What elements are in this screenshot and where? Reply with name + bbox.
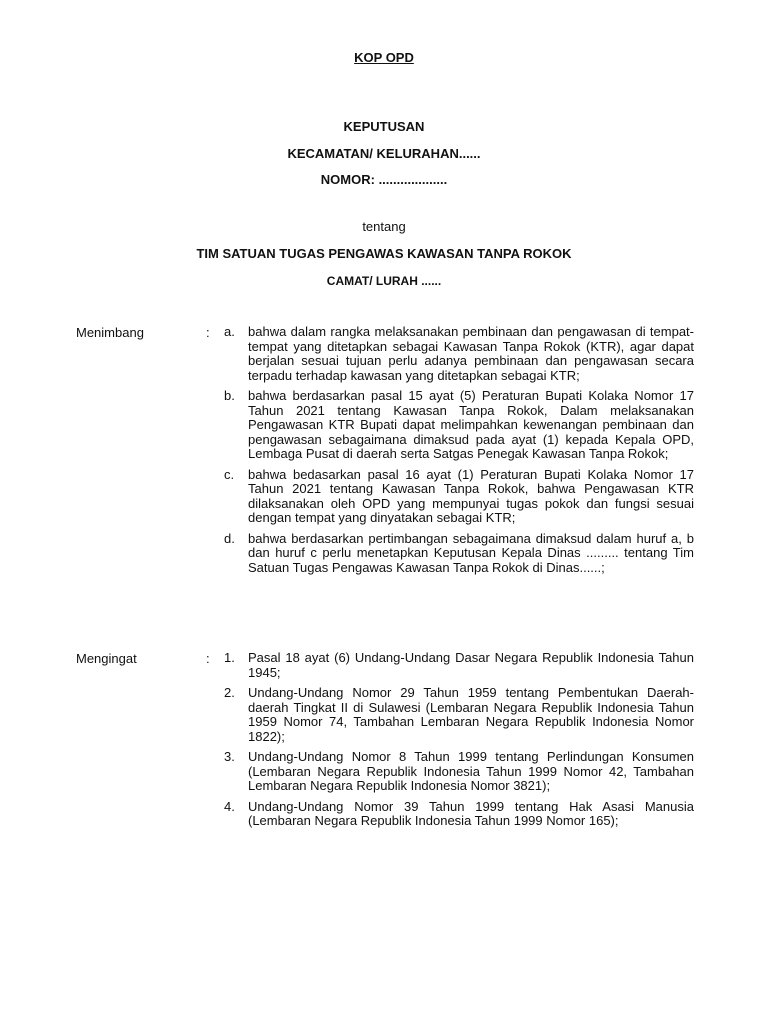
- item-marker: 4.: [224, 798, 235, 814]
- item-text: Undang-Undang Nomor 29 Tahun 1959 tentang Pembentukan Daerah-daerah Tingkat II di Sulawesi (Lembaran Negara Republik Indonesia Tahun 1959 Nomor 74, Tambahan Lembaran Negara Republik Indonesia Nomor 1822);: [248, 685, 694, 744]
- mengingat-label: Mengingat: [76, 651, 137, 666]
- item-text: bahwa berdasarkan pertimbangan sebagaimana dimaksud dalam huruf a, b dan huruf c perlu menetapkan Keputusan Kepala Dinas ......... tentang Tim Satuan Tugas Pengawas Kawasan Tanpa Rokok di Dinas......;: [248, 530, 694, 575]
- tentang-line: tentang: [362, 219, 406, 234]
- list-item: [224, 750, 694, 794]
- item-text: bahwa berdasarkan pasal 15 ayat (5) Peraturan Bupati Kolaka Nomor 17 Tahun 2021 tentang Kawasan Tanpa Rokok, Dalam melaksanakan Pengawasan KTR Bupati dapat melimpahkan kewenangan pembinaan dan pengawasan sebagaimana dimaksud pada ayat (1) kepada Kepala OPD, Lembaga Pusat di daerah serta Satgas Penegak Kawasan Tanpa Rokok;: [248, 388, 694, 461]
- list-item: [224, 800, 694, 829]
- official-title: CAMAT/ LURAH ......: [326, 274, 442, 288]
- decree-number: NOMOR: ...................: [320, 172, 448, 187]
- institution-line: KECAMATAN/ KELURAHAN......: [287, 146, 481, 161]
- item-marker: b.: [224, 388, 235, 403]
- list-item: [224, 532, 694, 576]
- item-text: Undang-Undang Nomor 8 Tahun 1999 tentang Perlindungan Konsumen (Lembaran Negara Republik Indonesia Tahun 1999 Nomor 42, Tambahan Lembaran Negara Republik Indonesia Nomor 3821);: [248, 749, 694, 793]
- decree-title: KEPUTUSAN: [343, 119, 425, 134]
- item-text: Undang-Undang Nomor 39 Tahun 1999 tentang Hak Asasi Manusia (Lembaran Negara Republik Indonesia Tahun 1999 Nomor 165);: [248, 798, 694, 828]
- list-item: [224, 468, 694, 526]
- item-marker: a.: [224, 324, 235, 339]
- menimbang-list: [224, 325, 694, 581]
- list-item: [224, 651, 694, 680]
- list-item: [224, 325, 694, 383]
- menimbang-label: Menimbang: [76, 325, 144, 340]
- kop-heading: KOP OPD: [354, 50, 414, 65]
- item-text: bahwa dalam rangka melaksanakan pembinaan dan pengawasan di tempat-tempat yang ditetapkan sebagai Kawasan Tanpa Rokok (KTR), agar dapat berjalan sesuai tujuan perlu adanya pembinaan dan pengawasan secara terpadu terhadap kawasan yang ditetapkan sebagai KTR;: [248, 324, 694, 383]
- item-text: Pasal 18 ayat (6) Undang-Undang Dasar Negara Republik Indonesia Tahun 1945;: [248, 650, 694, 680]
- item-marker: d.: [224, 530, 235, 546]
- item-marker: c.: [224, 466, 235, 482]
- decree-subject: TIM SATUAN TUGAS PENGAWAS KAWASAN TANPA ROKOK: [196, 246, 572, 261]
- item-marker: 2.: [224, 685, 235, 700]
- menimbang-colon: :: [206, 325, 210, 340]
- list-item: [224, 389, 694, 462]
- item-marker: 1.: [224, 650, 235, 665]
- mengingat-colon: :: [206, 651, 210, 666]
- item-marker: 3.: [224, 749, 235, 764]
- list-item: [224, 686, 694, 744]
- mengingat-list: [224, 651, 694, 835]
- item-text: bahwa bedasarkan pasal 16 ayat (1) Peraturan Bupati Kolaka Nomor 17 Tahun 2021 tentang Kawasan Tanpa Rokok, bahwa Pengawasan KTR dilaksanakan oleh OPD yang mempunyai tugas pokok dan fungsi sesuai dengan tempat yang dinyatakan sebagai KTR;: [248, 466, 694, 525]
